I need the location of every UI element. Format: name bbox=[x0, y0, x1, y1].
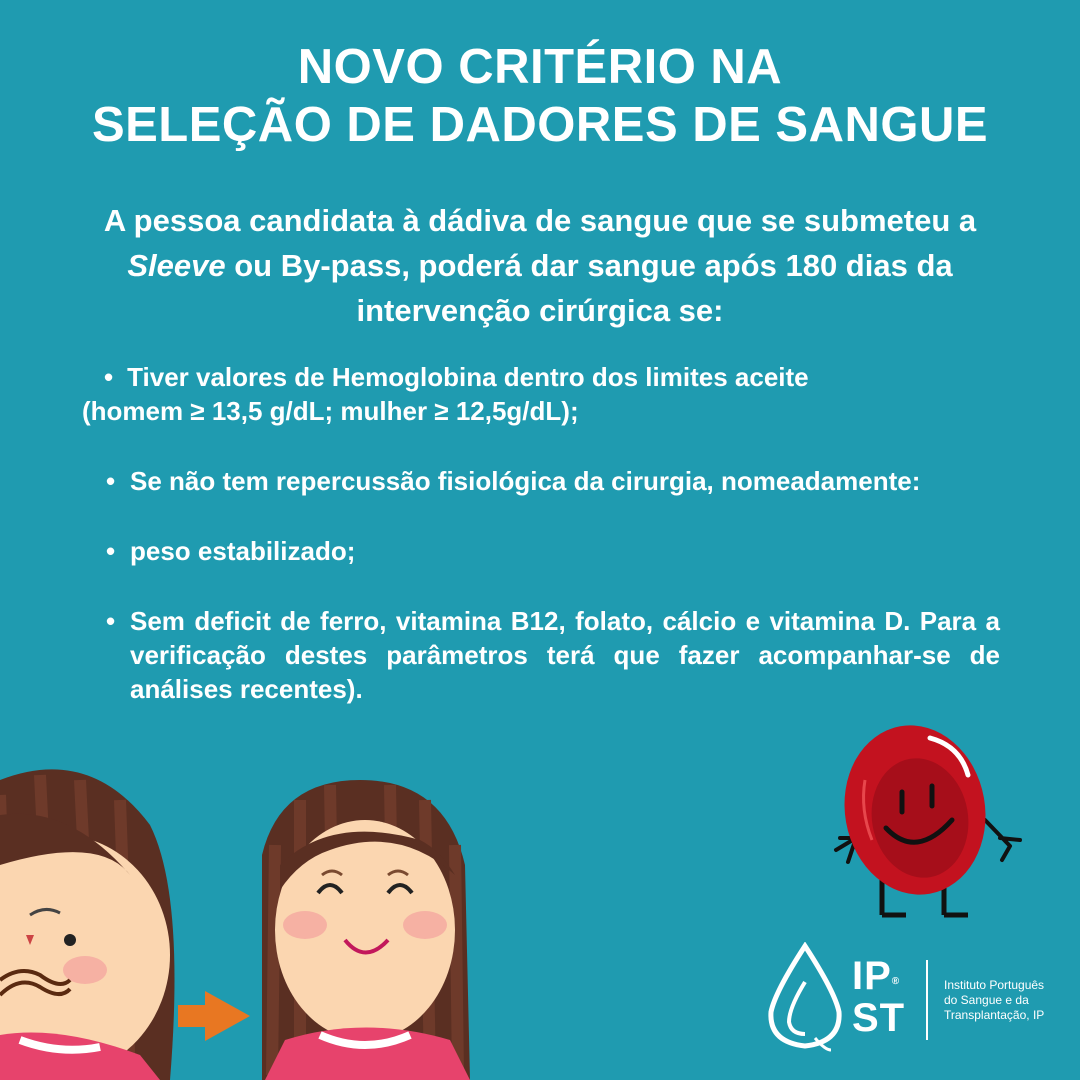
blood-cell-mascot-icon bbox=[820, 720, 1030, 930]
criteria-list bbox=[82, 360, 1000, 742]
logo-divider bbox=[926, 960, 928, 1040]
logo-line-2: ST bbox=[852, 996, 906, 1040]
arrow-right-icon bbox=[178, 991, 250, 1041]
logo-line-1: IP bbox=[852, 954, 892, 998]
title-line-1: NOVO CRITÉRIO NA bbox=[297, 40, 783, 94]
page-title bbox=[0, 38, 1080, 154]
criteria-item-hemoglobin: • Tiver valores de Hemoglobina dentro dos limites aceite (homem ≥ 13,5 g/dL; mulher ≥ 12,5g/dL); bbox=[82, 360, 1000, 428]
logo-org-line-3: Transplantação, IP bbox=[944, 1008, 1045, 1022]
logo-registered-mark: ® bbox=[891, 976, 901, 987]
logo-org-line-1: Instituto Português bbox=[944, 978, 1045, 992]
criteria-item-hemoglobin-line1: Tiver valores de Hemoglobina dentro dos limites aceite bbox=[127, 362, 809, 392]
women-illustration bbox=[0, 755, 480, 1080]
logo-org-name bbox=[944, 978, 1074, 1023]
blood-drop-logo-icon bbox=[765, 942, 845, 1054]
logo-wordmark bbox=[852, 955, 905, 1039]
criteria-item-weight: • peso estabilizado; bbox=[82, 534, 1000, 568]
intro-emphasis: Sleeve bbox=[127, 248, 226, 283]
intro-text-1: A pessoa candidata à dádiva de sangue que se submeteu a bbox=[103, 203, 977, 238]
logo-org-line-2: do Sangue e da bbox=[944, 993, 1029, 1007]
title-line-2: SELEÇÃO DE DADORES DE SANGUE bbox=[91, 98, 989, 152]
intro-paragraph bbox=[60, 198, 1020, 333]
criteria-item-physiological: • Se não tem repercussão fisiológica da cirurgia, nomeadamente: bbox=[82, 464, 1000, 498]
intro-text-2: ou By-pass, poderá dar sangue após 180 dias da intervenção cirúrgica se: bbox=[225, 248, 953, 328]
happy-woman-figure bbox=[262, 780, 470, 1080]
criteria-item-deficit: • Sem deficit de ferro, vitamina B12, folato, cálcio e vitamina D. Para a verificação destes parâmetros terá que fazer acompanhar-se de análises recentes). bbox=[82, 604, 1000, 706]
unwell-woman-figure bbox=[0, 769, 175, 1080]
criteria-item-hemoglobin-line2: (homem ≥ 13,5 g/dL; mulher ≥ 12,5g/dL); bbox=[82, 396, 579, 426]
